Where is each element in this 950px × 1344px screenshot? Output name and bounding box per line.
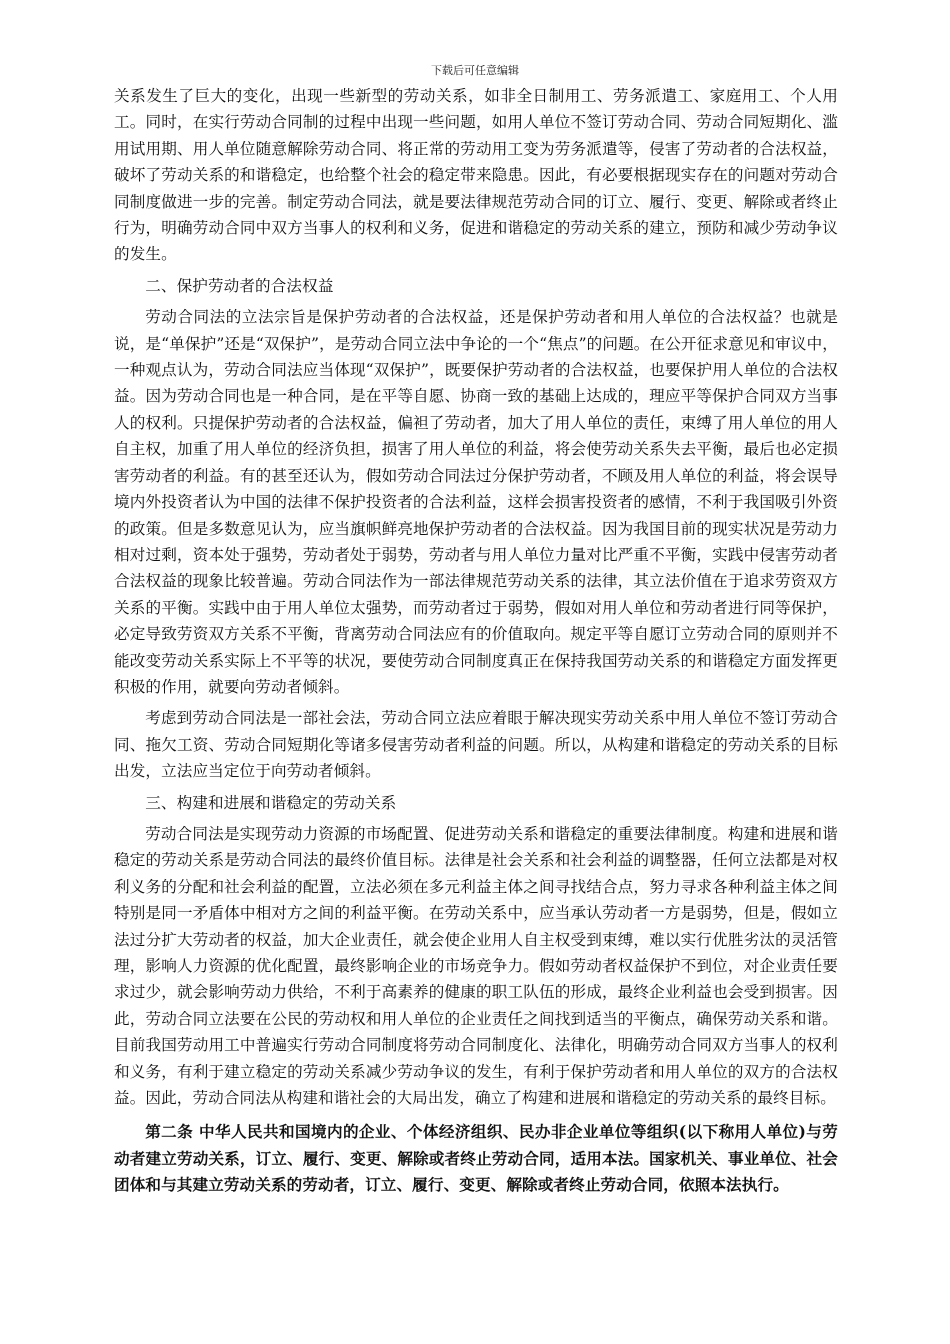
page-header: 下载后可任意编辑	[431, 64, 519, 77]
article-two: 第二条 中华人民共和国境内的企业、个体经济组织、民办非企业单位等组织(以下称用人单位)与劳动者建立劳动关系，订立、履行、变更、解除或者终止劳动合同，适用本法。国家机关、事业单位、社会团体和与其建立劳动关系的劳动者，订立、履行、变更、解除或者终止劳动合同，依照本法执行。	[114, 1122, 838, 1195]
paragraph-protection: 劳动合同法的立法宗旨是保护劳动者的合法权益，还是保护劳动者和用人单位的合法权益？也就是说，是“单保护”还是“双保护”，是劳动合同立法中争论的一个“焦点”的问题。在公开征求意见和审议中，一种观点认为，劳动合同法应当体现“双保护”，既要保护劳动者的合法权益，也要保护用人单位的合法权益。因为劳动合同也是一种合同，是在平等自愿、协商一致的基础上达成的，理应平等保护合同双方当事人的权利。只提保护劳动者的合法权益，偏袒了劳动者，加大了用人单位的责任，束缚了用人单位的用人自主权，加重了用人单位的经济负担，损害了用人单位的利益，将会使劳动关系失去平衡，最后也必定损害劳动者的利益。有的甚至还认为，假如劳动合同法过分保护劳动者，不顾及用人单位的利益，将会误导境内外投资者认为中国的法律不保护投资者的合法利益，这样会损害投资者的感情，不利于我国吸引外资的政策。但是多数意见认为，应当旗帜鲜亮地保护劳动者的合法权益。因为我国目前的现实状况是劳动力相对过剩，资本处于强势，劳动者处于弱势，劳动者与用人单位力量对比严重不平衡，实践中侵害劳动者合法权益的现象比较普遍。劳动合同法作为一部法律规范劳动关系的法律，其立法价值在于追求劳资双方关系的平衡。实践中由于用人单位太强势，而劳动者过于弱势，假如对用人单位和劳动者进行同等保护，必定导致劳资双方关系不平衡，背离劳动合同法应有的价值取向。规定平等自愿订立劳动合同的原则并不能改变劳动关系实际上不平等的状况，要使劳动合同制度真正在保持我国劳动关系的和谐稳定方面发挥更积极的作用，就要向劳动者倾斜。	[114, 308, 838, 696]
paragraph-harmony: 劳动合同法是实现劳动力资源的市场配置、促进劳动关系和谐稳定的重要法律制度。构建和进展和谐稳定的劳动关系是劳动合同法的最终价值目标。法律是社会关系和社会利益的调整器，任何立法都是对权利义务的分配和社会利益的配置，立法必须在多元利益主体之间寻找结合点，努力寻求各种利益主体之间特别是同一矛盾体中相对方之间的利益平衡。在劳动关系中，应当承认劳动者一方是弱势，但是，假如立法过分扩大劳动者的权益，加大企业责任，就会使企业用人自主权受到束缚，难以实行优胜劣汰的灵活管理，影响人力资源的优化配置，最终影响企业的市场竞争力。假如劳动者权益保护不到位，对企业责任要求过少，就会影响劳动力供给，不利于高素养的健康的职工队伍的形成，最终企业利益也会受到损害。因此，劳动合同立法要在公民的劳动权和用人单位的企业责任之间找到适当的平衡点，确保劳动关系和谐。目前我国劳动用工中普遍实行劳动合同制度将劳动合同制度化、法律化，明确劳动合同双方当事人的权利和义务，有利于建立稳定的劳动关系减少劳动争议的发生，有利于保护劳动者和用人单位的双方的合法权益。因此，劳动合同法从构建和谐社会的大局出发，确立了构建和进展和谐稳定的劳动关系的最终目标。	[114, 824, 838, 1108]
paragraph-continuation: 关系发生了巨大的变化，出现一些新型的劳动关系，如非全日制用工、劳务派遣工、家庭用工、个人用工。同时，在实行劳动合同制的过程中出现一些问题，如用人单位不签订劳动合同、劳动合同短期化、滥用试用期、用人单位随意解除劳动合同、将正常的劳动用工变为劳务派遣等，侵害了劳动者的合法权益，破坏了劳动关系的和谐稳定，也给整个社会的稳定带来隐患。因此，有必要根据现实存在的问题对劳动合同制度做进一步的完善。制定劳动合同法，就是要法律规范劳动合同的订立、履行、变更、解除或者终止行为，明确劳动合同中双方当事人的权利和义务，促进和谐稳定的劳动关系的建立，预防和减少劳动争议的发生。	[114, 87, 838, 264]
section-heading-3: 三、构建和进展和谐稳定的劳动关系	[145, 793, 397, 812]
document-body	[114, 83, 838, 1199]
section-heading-2: 二、保护劳动者的合法权益	[145, 276, 334, 295]
paragraph-social-law: 考虑到劳动合同法是一部社会法，劳动合同立法应着眼于解决现实劳动关系中用人单位不签订劳动合同、拖欠工资、劳动合同短期化等诸多侵害劳动者利益的问题。所以，从构建和谐稳定的劳动关系的目标出发，立法应当定位于向劳动者倾斜。	[114, 709, 838, 781]
